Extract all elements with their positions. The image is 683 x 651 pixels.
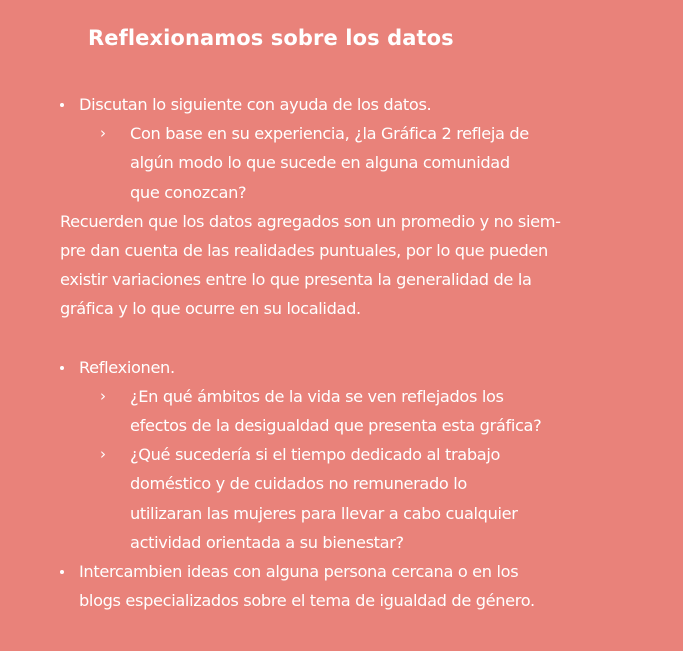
bullet-icon [60,103,64,107]
note-line: pre dan cuenta de las realidades puntuales, por lo que pueden [60,241,548,261]
subitem-line: que conozcan? [130,182,247,202]
bullet-item-reflexionen [60,353,640,382]
note-line: existir variaciones entre lo que presenta la generalidad de la [60,270,532,290]
subitem-line: efectos de la desigualdad que presenta esta gráfica? [130,416,542,436]
subitem-line: doméstico y de cuidados no remunerado lo [130,474,467,494]
subitem-tiempo-question [60,440,640,557]
subitem-ambitos-question [60,382,640,440]
bullet-icon [60,570,64,574]
subitem-line: algún modo lo que sucede en alguna comunidad [130,153,510,173]
bullet-text: Reflexionen. [79,357,175,377]
note-paragraph [60,207,640,324]
bullet-icon [60,366,64,370]
subitem-line: ¿Qué sucedería si el tiempo dedicado al trabajo [130,445,501,465]
note-line: Recuerden que los datos agregados son un promedio y no siem- [60,211,561,231]
subitem-line: Con base en su experiencia, ¿la Gráfica 2 refleja de [130,124,529,144]
subitem-grafica-question [60,119,640,207]
bullet-text: Intercambien ideas con alguna persona cercana o en los [79,562,519,582]
bullet-item-discutan [60,90,640,119]
bullet-text: Discutan lo siguiente con ayuda de los datos. [79,95,432,114]
bullet-text: blogs especializados sobre el tema de igualdad de género. [79,591,535,611]
subitem-line: ¿En qué ámbitos de la vida se ven reflejados los [130,386,504,406]
note-line: gráfica y lo que ocurre en su localidad. [60,299,361,319]
subitem-line: utilizaran las mujeres para llevar a cabo cualquier [130,503,518,523]
subitem-line: actividad orientada a su bienestar? [130,532,404,552]
bullet-item-intercambien [60,557,640,615]
chevron-right-icon: › [100,445,106,464]
content-body [60,90,640,615]
section-title: Reflexionamos sobre los datos [88,26,454,50]
spacer [60,324,640,353]
chevron-right-icon: › [100,124,106,143]
chevron-right-icon: › [100,386,106,405]
